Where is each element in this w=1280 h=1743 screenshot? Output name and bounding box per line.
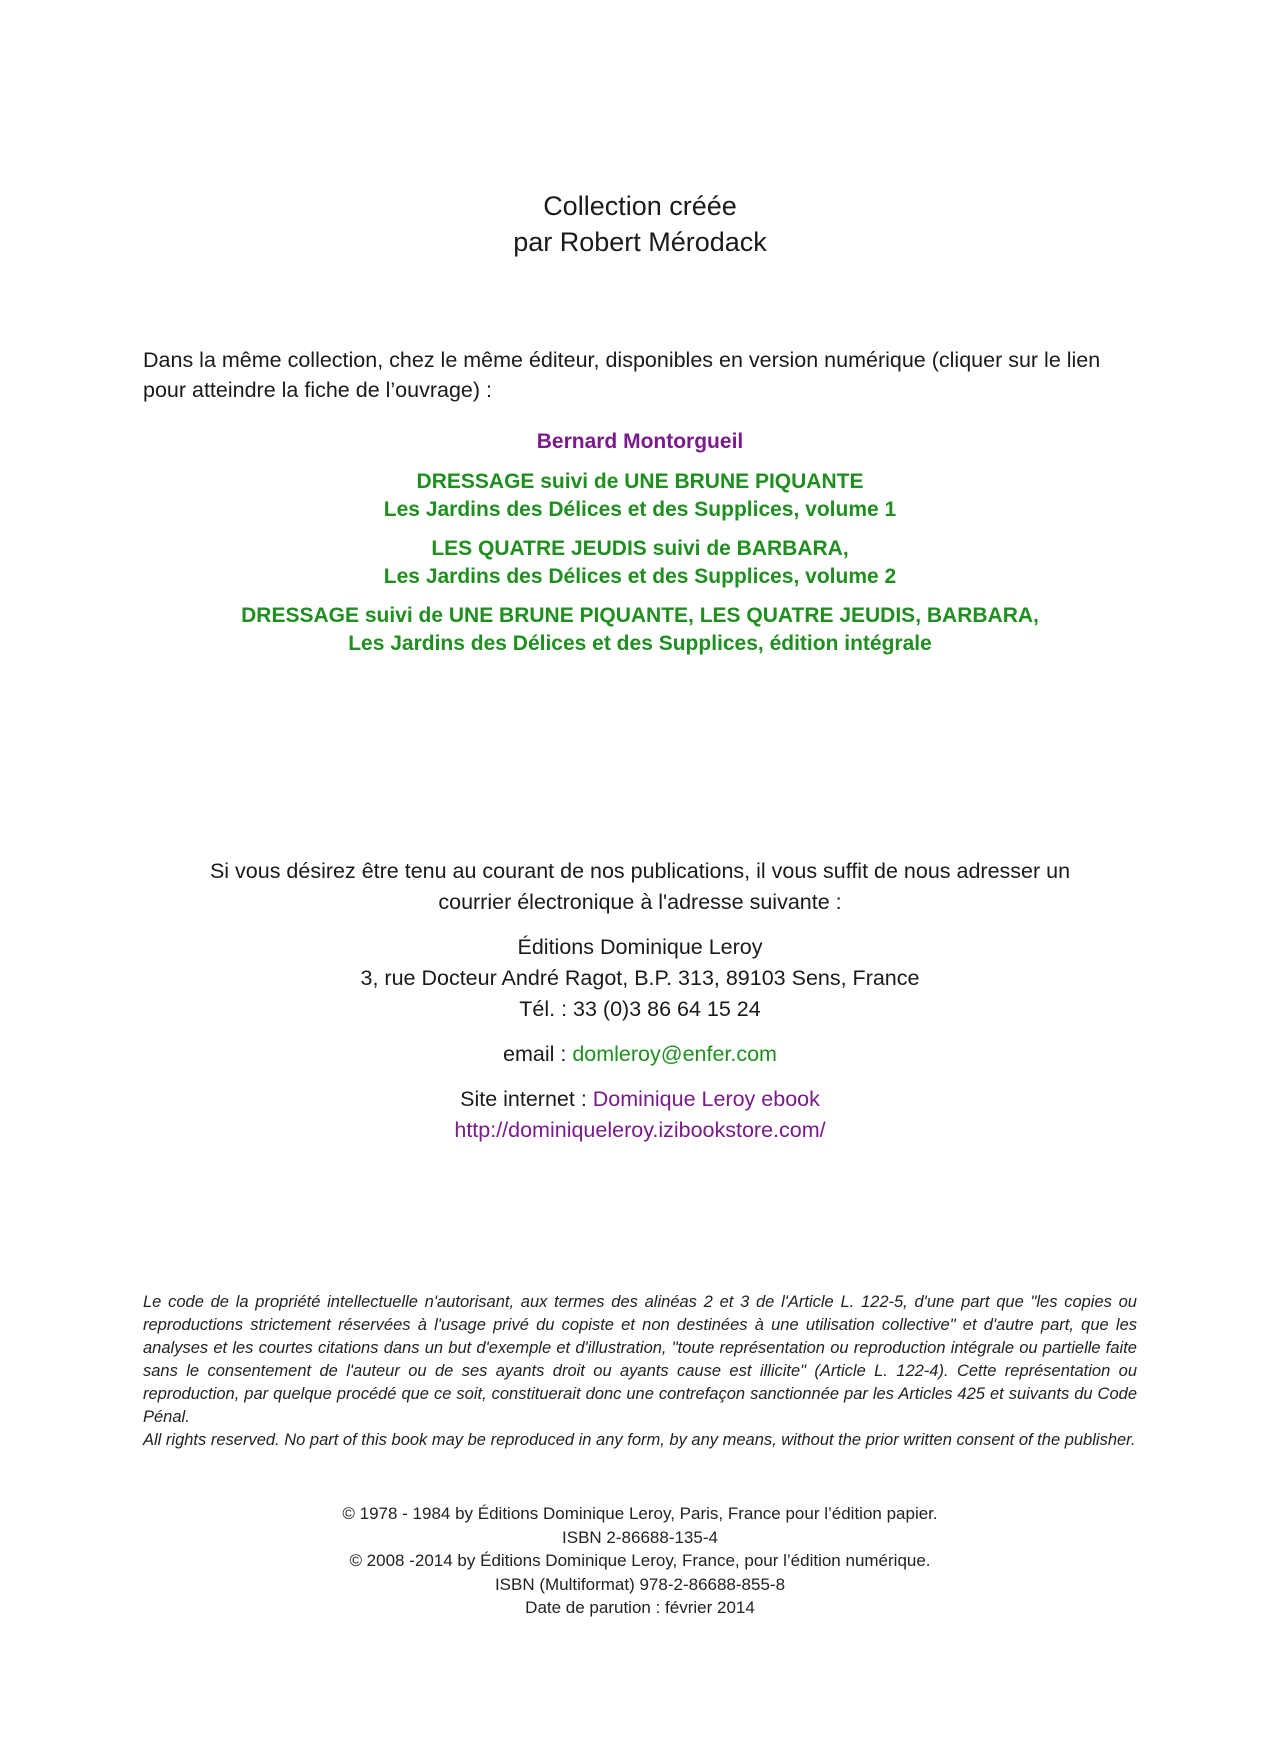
book-2-title[interactable]: LES QUATRE JEUDIS suivi de BARBARA, [431, 537, 849, 560]
book-3-subtitle[interactable]: Les Jardins des Délices et des Supplices, édition intégrale [348, 632, 932, 655]
copyright-paper: © 1978 - 1984 by Éditions Dominique Leroy, Paris, France pour l’édition papier. [342, 1504, 938, 1523]
collection-intro: Dans la même collection, chez le même éditeur, disponibles en version numérique (cliquer sur le lien pour atteindre la fiche de l’ouvrage) : [143, 348, 1101, 402]
book-1-subtitle[interactable]: Les Jardins des Délices et des Supplices, volume 1 [383, 498, 897, 521]
email-label: email : [503, 1042, 573, 1066]
collection-credit [0, 188, 1280, 260]
book-link-3[interactable] [0, 602, 1280, 658]
publisher-address: 3, rue Docteur André Ragot, B.P. 313, 89103 Sens, France [360, 966, 920, 990]
book-link-2[interactable] [0, 535, 1280, 591]
isbn-digital: ISBN (Multiformat) 978-2-86688-855-8 [494, 1574, 786, 1594]
site-url-link[interactable]: http://dominiqueleroy.izibookstore.com/ [454, 1118, 826, 1142]
legal-notice [143, 1291, 1137, 1452]
site-url-row [0, 1115, 1280, 1146]
legal-paragraph-1: Le code de la propriété intellectuelle n'autorisant, aux termes des alinéas 2 et 3 de l'Article L. 122-5, d'une part que "les copies ou reproductions strictement réservées à l'usage privé du copiste et non destinées à une utilisation collective" et d'autre part, que les analyses et les courtes citations dans un but d'exemple et d'illustration, "toute représentation ou reproduction intégrale ou partielle faite sans le consentement de l'auteur ou de ses ayants droit ou ayants cause est illicite" (Article L. 122-4). Cette représentation ou reproduction, par quelque procédé que ce soit, constituerait donc une contrefaçon sanctionnée par les Articles 425 et suivants du Code Pénal. [143, 1293, 1137, 1426]
site-label: Site internet : [460, 1087, 593, 1111]
copyright-digital: © 2008 -2014 by Éditions Dominique Leroy, France, pour l’édition numérique. [349, 1551, 931, 1570]
publication-date: Date de parution : février 2014 [525, 1598, 755, 1617]
book-link-1[interactable] [0, 468, 1280, 524]
book-3-title[interactable]: DRESSAGE suivi de UNE BRUNE PIQUANTE, LES QUATRE JEUDIS, BARBARA, [241, 604, 1039, 627]
contact-section [0, 856, 1280, 1146]
notice-line-1: Si vous désirez être tenu au courant de nos publications, il vous suffit de nous adresser un [209, 859, 1071, 883]
notice-line-2: courrier électronique à l'adresse suivante : [438, 890, 842, 914]
site-row [0, 1084, 1280, 1115]
author-name: Bernard Montorgueil [536, 430, 744, 453]
book-1-title[interactable]: DRESSAGE suivi de UNE BRUNE PIQUANTE [416, 470, 864, 493]
email-link[interactable]: domleroy@enfer.com [572, 1042, 777, 1066]
legal-paragraph-2: All rights reserved. No part of this book may be reproduced in any form, by any means, without the prior written consent of the publisher. [143, 1431, 1136, 1449]
publisher-name: Éditions Dominique Leroy [517, 935, 763, 959]
copyright-block [0, 1502, 1280, 1620]
publisher-phone: Tél. : 33 (0)3 86 64 15 24 [519, 997, 761, 1021]
credit-line-1: Collection créée [543, 191, 737, 221]
credit-line-2: par Robert Mérodack [513, 227, 767, 257]
isbn-paper: ISBN 2-86688-135-4 [562, 1527, 718, 1547]
book-2-subtitle[interactable]: Les Jardins des Délices et des Supplices, volume 2 [383, 565, 897, 588]
site-name-link[interactable]: Dominique Leroy ebook [592, 1087, 820, 1111]
email-row [0, 1039, 1280, 1070]
